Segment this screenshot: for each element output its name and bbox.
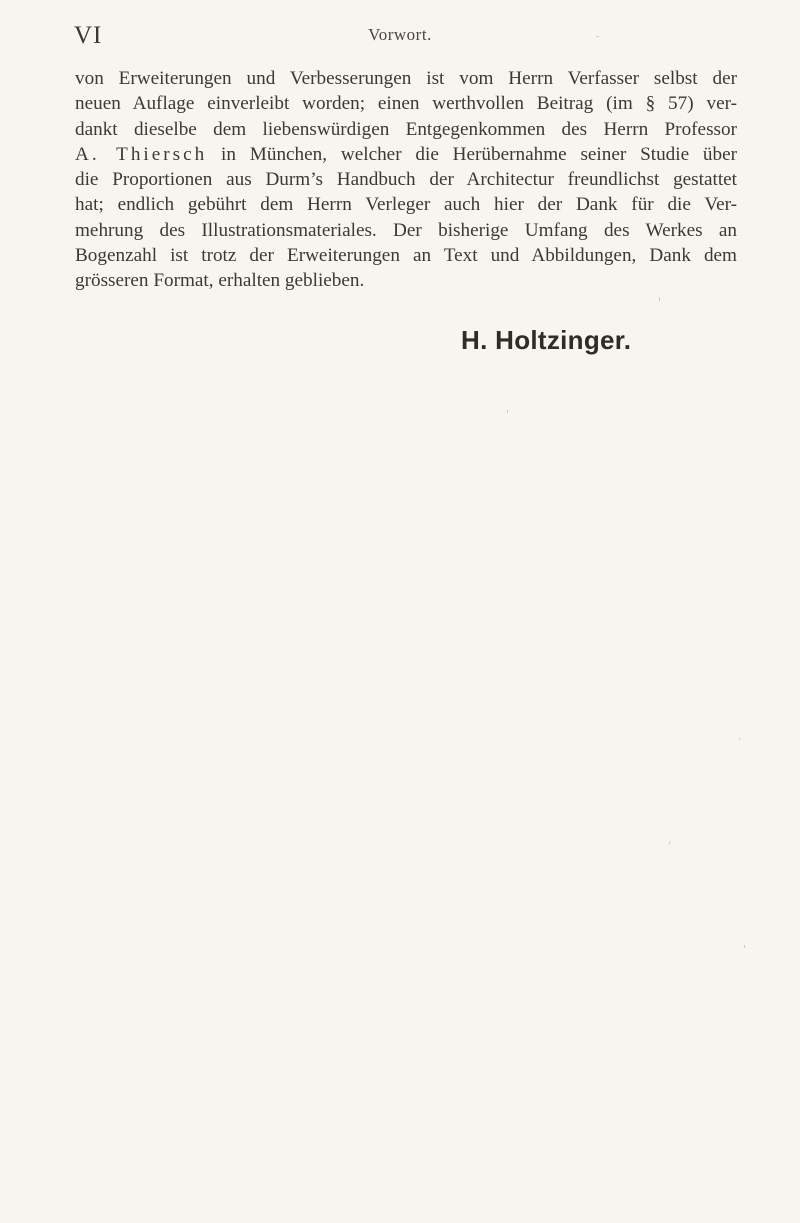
paper-speck <box>596 36 599 37</box>
paper-speck <box>739 738 740 740</box>
page-number: VI <box>74 22 103 49</box>
text-line-4-rest: in München, welcher die Herübernahme seiner Studie über <box>207 143 738 165</box>
text-line-6: hat; endlich gebührt dem Herrn Verleger auch hier der Dank für die Ver- <box>75 194 737 216</box>
author-name-spaced: A. Thiersch <box>75 143 208 165</box>
paper-speck <box>668 841 671 845</box>
paper-speck <box>507 410 508 413</box>
text-line-2: neuen Auflage einverleibt worden; einen werthvollen Beitrag (im § 57) ver- <box>75 93 737 115</box>
paper-speck <box>659 297 660 301</box>
text-line-8: Bogenzahl ist trotz der Erweiterungen an Text und Abbildungen, Dank dem <box>75 245 737 267</box>
paper-speck <box>744 945 745 948</box>
text-line-3: dankt dieselbe dem liebenswürdigen Entgegenkommen des Herrn Professor <box>75 118 737 140</box>
preface-paragraph <box>75 66 737 294</box>
text-line-4 <box>75 142 737 167</box>
text-line-5: die Proportionen aus Durm’s Handbuch der Architectur freundlichst gestattet <box>75 169 737 191</box>
running-head: Vorwort. <box>368 25 432 44</box>
text-line-1: von Erweiterungen und Verbesserungen ist vom Herrn Verfasser selbst der <box>75 68 737 89</box>
text-line-7: mehrung des Illustrationsmateriales. Der bisherige Umfang des Werkes an <box>75 219 737 241</box>
text-line-9: grösseren Format, erhalten geblieben. <box>75 270 365 292</box>
author-signature: H. Holtzinger. <box>461 325 632 355</box>
